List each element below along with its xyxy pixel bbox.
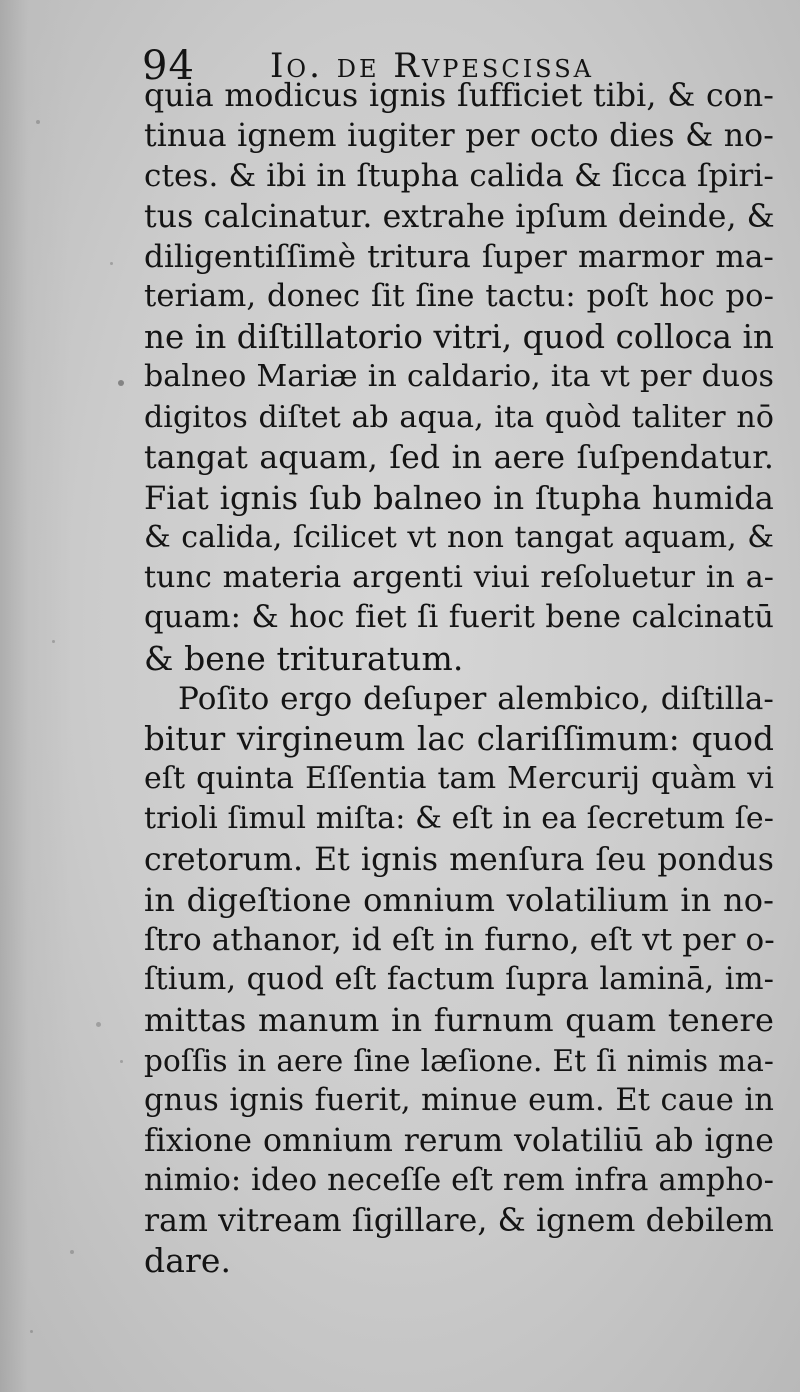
text-line: cretorum. Et ignis menſura ſeu pondus xyxy=(144,841,774,878)
text-line: tangat aquam, ſed in aere ſuſpendatur. xyxy=(144,439,774,476)
text-line: ram vitream ſigillare, & ignem debilem xyxy=(144,1203,774,1240)
text-line: digitos diſtet ab aqua, ita quòd taliter nō xyxy=(144,399,774,435)
text-line: nimio: ideo neceſſe eſt rem infra ampho- xyxy=(144,1163,774,1199)
text-line: bitur virgineum lac clariſſimum: quod xyxy=(144,720,774,758)
paper-speck xyxy=(30,1330,33,1333)
text-line: balneo Mariæ in caldario, ita vt per duos xyxy=(144,359,774,395)
paper-speck xyxy=(36,120,40,124)
page-number: 94 xyxy=(142,43,195,89)
text-line: teriam, donec ſit ſine tactu: poſt hoc po- xyxy=(144,278,774,314)
text-line: quia modicus ignis ſufficiet tibi, & con- xyxy=(144,78,774,114)
text-line: Fiat ignis ſub balneo in ſtupha humida xyxy=(144,478,774,517)
text-line: tus calcinatur. extrahe ipſum deinde, & xyxy=(144,198,775,235)
text-line: poſſis in aere ſine læſione. Et ſi nimis ma- xyxy=(144,1043,774,1078)
text-line: tinua ignem iugiter per octo dies & no- xyxy=(144,118,774,155)
text-line: fixione omnium rerum volatiliū ab igne xyxy=(144,1122,774,1159)
text-line-paragraph-end: & bene trituratum. xyxy=(144,638,464,678)
paper-speck xyxy=(110,262,113,265)
text-line: & calida, ſcilicet vt non tangat aquam, & xyxy=(144,520,774,556)
paper-speck xyxy=(96,1022,101,1027)
text-line: diligentiſſimè tritura ſuper marmor ma- xyxy=(144,238,774,275)
text-line: eſt quinta Eſſentia tam Mercurij quàm vi xyxy=(144,761,774,797)
text-line: ne in diſtillatorio vitri, quod colloca in xyxy=(144,318,774,357)
text-line: gnus ignis fuerit, minue eum. Et caue in xyxy=(144,1082,774,1118)
paper-speck xyxy=(52,640,55,643)
page-shadow-edge xyxy=(0,0,70,1392)
text-line: quam: & hoc fiet ſi fuerit bene calcinatū xyxy=(144,600,774,636)
catchword: dare. xyxy=(144,1241,232,1281)
text-line: ſtium, quod eſt factum ſupra laminā, im- xyxy=(144,962,774,998)
text-line: in digeſtione omnium volatilium in no- xyxy=(144,880,774,919)
text-line-paragraph-start: Poſito ergo deſuper alembico, diſtilla- xyxy=(178,680,774,717)
paper-speck xyxy=(118,380,124,386)
text-line: mittas manum in furnum quam tenere xyxy=(144,1001,774,1040)
text-line: trioli ſimul miſta: & eſt in ea ſecretum ſe- xyxy=(144,801,774,837)
paper-speck xyxy=(70,1250,74,1254)
body-text xyxy=(144,76,774,1282)
text-line: ctes. & ibi in ſtupha calida & ſicca ſpiri- xyxy=(144,158,774,195)
running-title: Io. de Rvpescissa xyxy=(270,46,594,86)
paper-speck xyxy=(120,1060,123,1063)
text-line: tunc materia argenti viui reſoluetur in a- xyxy=(144,560,774,596)
text-line: ſtro athanor, id eſt in furno, eſt vt per o- xyxy=(144,921,775,958)
